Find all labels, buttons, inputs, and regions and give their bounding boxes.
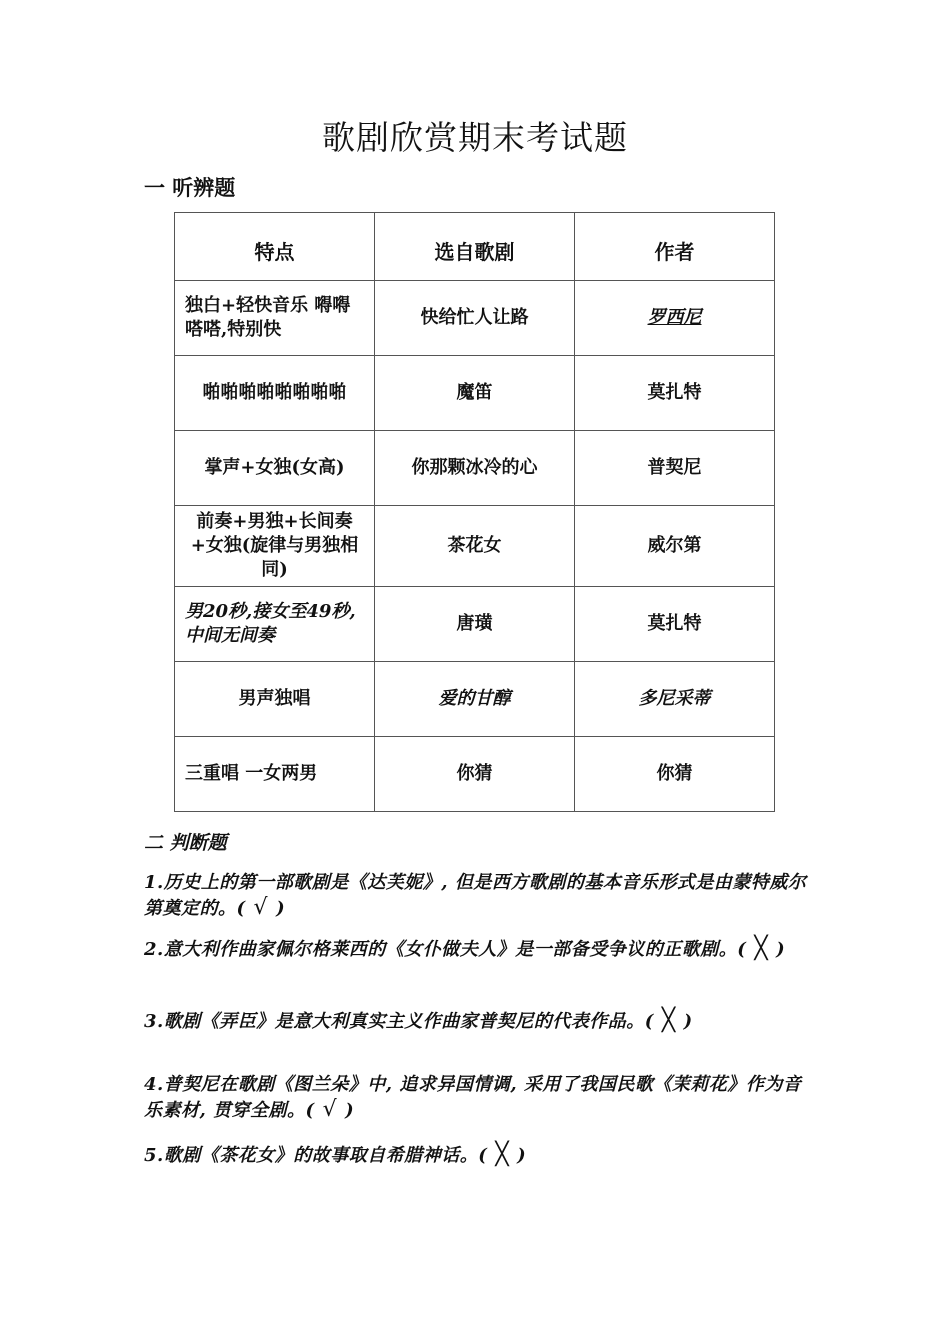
composer-cell: 莫扎特 [575,587,775,662]
listening-table [174,212,775,812]
question-4 [144,1072,814,1123]
section-heading-true-false: 二 判断题 [144,832,227,854]
answer-mark: √ [253,895,269,920]
question-3 [144,1008,814,1034]
table-row [175,281,775,356]
question-text: 4.普契尼在歌剧《图兰朵》中, 追求异国情调, 采用了我国民歌《茉莉花》作为音乐素材, 贯穿全剧。( [144,1074,802,1121]
table-row [175,506,775,587]
composer-cell: 罗西尼 [575,281,775,356]
question-text: 2.意大利作曲家佩尔格莱西的《女仆做夫人》是一部备受争议的正歌剧。( [144,939,747,960]
question-text: 3.歌剧《弄臣》是意大利真实主义作曲家普契尼的代表作品。( [144,1011,654,1032]
composer-cell: 多尼采蒂 [575,662,775,737]
answer-mark: ╳ [661,1008,676,1033]
feature-cell: 啪啪啪啪啪啪啪啪 [175,356,375,431]
question-close: ) [345,1100,355,1121]
section-heading-listening: 一 听辨题 [144,176,236,200]
question-5 [144,1142,814,1168]
feature-cell: 男声独唱 [175,662,375,737]
composer-cell: 莫扎特 [575,356,775,431]
answer-mark: ╳ [495,1142,510,1167]
feature-cell: 独白+轻快音乐 嘚嘚嗒嗒,特别快 [175,281,375,356]
opera-cell: 唐璜 [375,587,575,662]
question-2 [144,936,814,962]
feature-cell: 掌声+女独(女高) [175,431,375,506]
header-feature: 特点 [175,213,375,281]
table-row [175,431,775,506]
page-title: 歌剧欣赏期末考试题 [322,118,628,157]
header-composer: 作者 [575,213,775,281]
opera-cell: 爱的甘醇 [375,662,575,737]
opera-cell: 魔笛 [375,356,575,431]
feature-cell: 三重唱 一女两男 [175,737,375,812]
table-row [175,662,775,737]
composer-cell: 普契尼 [575,431,775,506]
table-header-row [175,213,775,281]
question-close: ) [776,939,786,960]
opera-cell: 快给忙人让路 [375,281,575,356]
answer-mark: ╳ [754,936,769,961]
opera-cell: 茶花女 [375,506,575,587]
table-row [175,587,775,662]
opera-cell: 你那颗冰冷的心 [375,431,575,506]
question-1 [144,870,814,921]
composer-cell: 你猜 [575,737,775,812]
question-text: 1.历史上的第一部歌剧是《达芙妮》, 但是西方歌剧的基本音乐形式是由蒙特威尔第奠定的。( [144,872,807,919]
answer-mark: √ [322,1097,338,1122]
feature-cell: 男20秒,接女至49秒,中间无间奏 [175,587,375,662]
question-text: 5.歌剧《茶花女》的故事取自希腊神话。( [144,1145,488,1166]
composer-cell: 威尔第 [575,506,775,587]
table-row [175,737,775,812]
feature-cell: 前奏+男独+长间奏+女独(旋律与男独相同) [175,506,375,587]
question-close: ) [276,898,286,919]
header-opera: 选自歌剧 [375,213,575,281]
question-close: ) [517,1145,527,1166]
question-close: ) [683,1011,693,1032]
opera-cell: 你猜 [375,737,575,812]
table-row [175,356,775,431]
